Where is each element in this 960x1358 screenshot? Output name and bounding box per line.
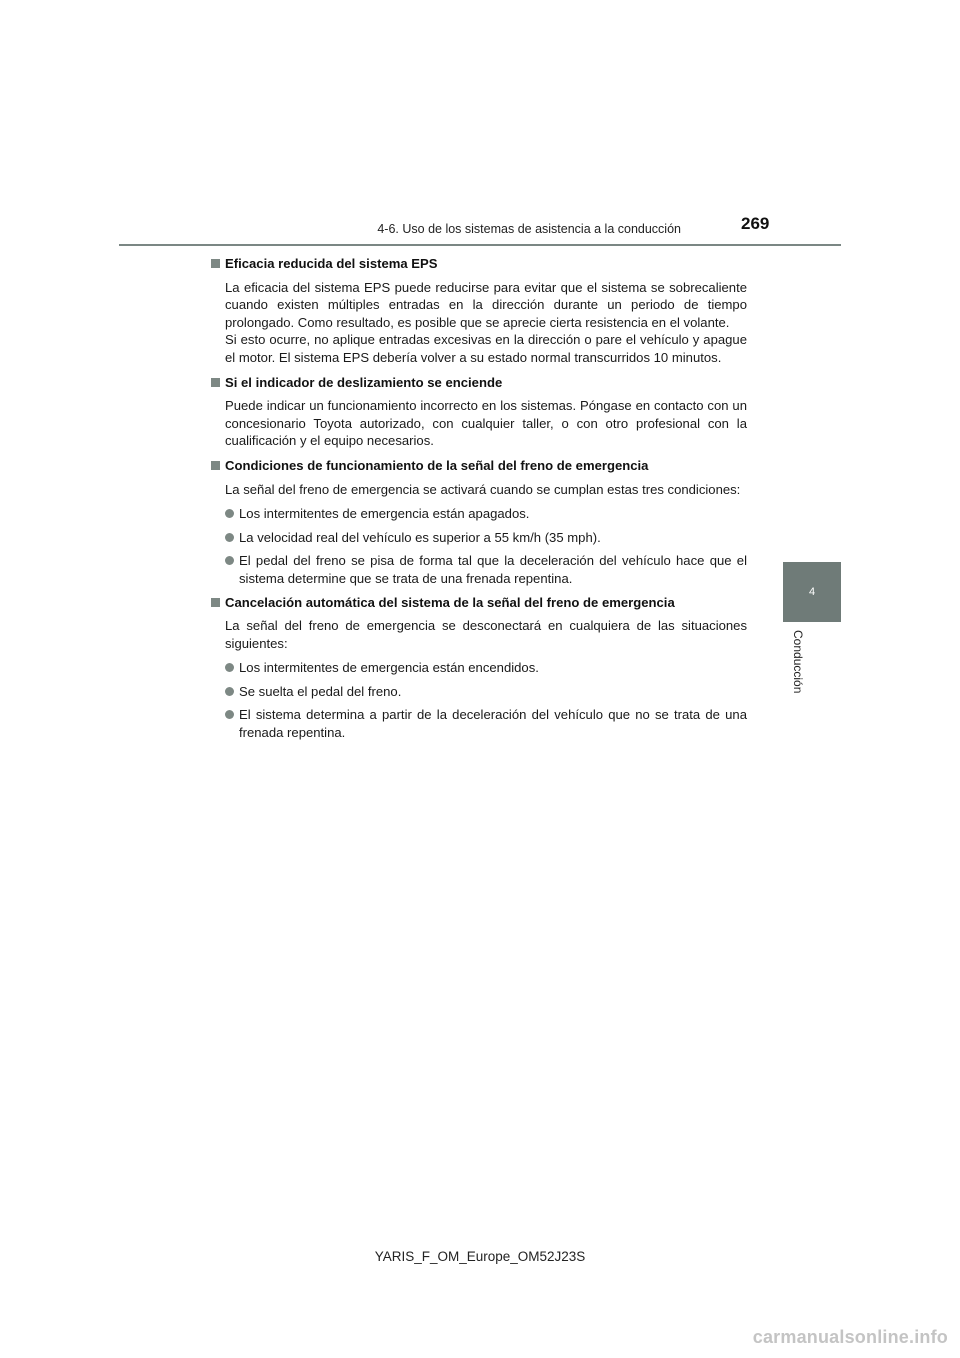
round-bullet-icon — [225, 710, 234, 719]
round-bullet-icon — [225, 533, 234, 542]
section-slip-indicator — [211, 374, 747, 450]
section-header-title: 4-6. Uso de los sistemas de asistencia a la conducción — [377, 222, 681, 236]
chapter-label: Conducción — [791, 630, 805, 694]
round-bullet-icon — [225, 687, 234, 696]
paragraph: La señal del freno de emergencia se desconectará en cualquiera de las situaciones siguientes: — [225, 618, 747, 651]
paragraph: La señal del freno de emergencia se activará cuando se cumplan estas tres condiciones: — [225, 481, 741, 497]
square-bullet-icon — [211, 378, 220, 387]
section-title — [211, 594, 747, 612]
section-eps-reduced — [211, 255, 747, 367]
section-emergency-brake-cancellation — [211, 594, 747, 742]
watermark: carmanualsonline.info — [752, 1327, 948, 1347]
document-code: YARIS_F_OM_Europe_OM52J23S — [374, 1249, 586, 1264]
paragraph: La eficacia del sistema EPS puede reducirse para evitar que el sistema se sobrecaliente cuando existen múltiples entradas en la dirección durante un periodo de tiempo prolongado. Como resultado, es posible que se aprecie cierta resistencia en el volante. Si esto ocurre, no aplique entradas excesivas en la dirección o pare el vehículo y apague el motor. El sistema EPS debería volver a su estado normal transcurridos 10 minutos. — [225, 279, 747, 365]
square-bullet-icon — [211, 598, 220, 607]
square-bullet-icon — [211, 259, 220, 268]
chapter-tab[interactable] — [783, 562, 841, 622]
round-bullet-icon — [225, 663, 234, 672]
list-item-text: El pedal del freno se pisa de forma tal que la deceleración del vehículo hace que el sistema determine que se trata de una frenada repentina. — [239, 553, 747, 586]
round-bullet-icon — [225, 556, 234, 565]
list-item-text: Los intermitentes de emergencia están apagados. — [239, 506, 530, 522]
section-title-text: Eficacia reducida del sistema EPS — [225, 256, 438, 271]
page-content — [211, 255, 747, 748]
section-emergency-brake-conditions — [211, 457, 747, 588]
list-item-text: La velocidad real del vehículo es superior a 55 km/h (35 mph). — [239, 529, 601, 545]
list-item — [211, 683, 747, 701]
section-title — [211, 255, 747, 273]
list-item-text: Los intermitentes de emergencia están encendidos. — [239, 660, 539, 676]
page-number: 269 — [741, 214, 770, 233]
header-divider — [119, 244, 841, 246]
section-title-text: Condiciones de funcionamiento de la señal del freno de emergencia — [225, 457, 649, 473]
list-item — [211, 659, 747, 677]
list-item — [211, 529, 747, 547]
paragraph: Puede indicar un funcionamiento incorrecto en los sistemas. Póngase en contacto con un concesionario Toyota autorizado, con cualquier taller, o con otro profesional con la cualificación y el equipo necesarios. — [225, 398, 747, 449]
list-item-text: Se suelta el pedal del freno. — [239, 683, 402, 699]
round-bullet-icon — [225, 509, 234, 518]
square-bullet-icon — [211, 461, 220, 470]
list-item-text: El sistema determina a partir de la deceleración del vehículo que no se trata de una frenada repentina. — [239, 707, 747, 741]
chapter-number: 4 — [808, 586, 816, 598]
list-item — [211, 505, 747, 523]
list-item — [211, 552, 747, 587]
section-title-text: Si el indicador de deslizamiento se enciende — [225, 374, 503, 390]
section-title — [211, 457, 747, 475]
section-title — [211, 374, 747, 392]
section-title-text: Cancelación automática del sistema de la señal del freno de emergencia — [225, 594, 675, 610]
list-item — [211, 706, 747, 741]
